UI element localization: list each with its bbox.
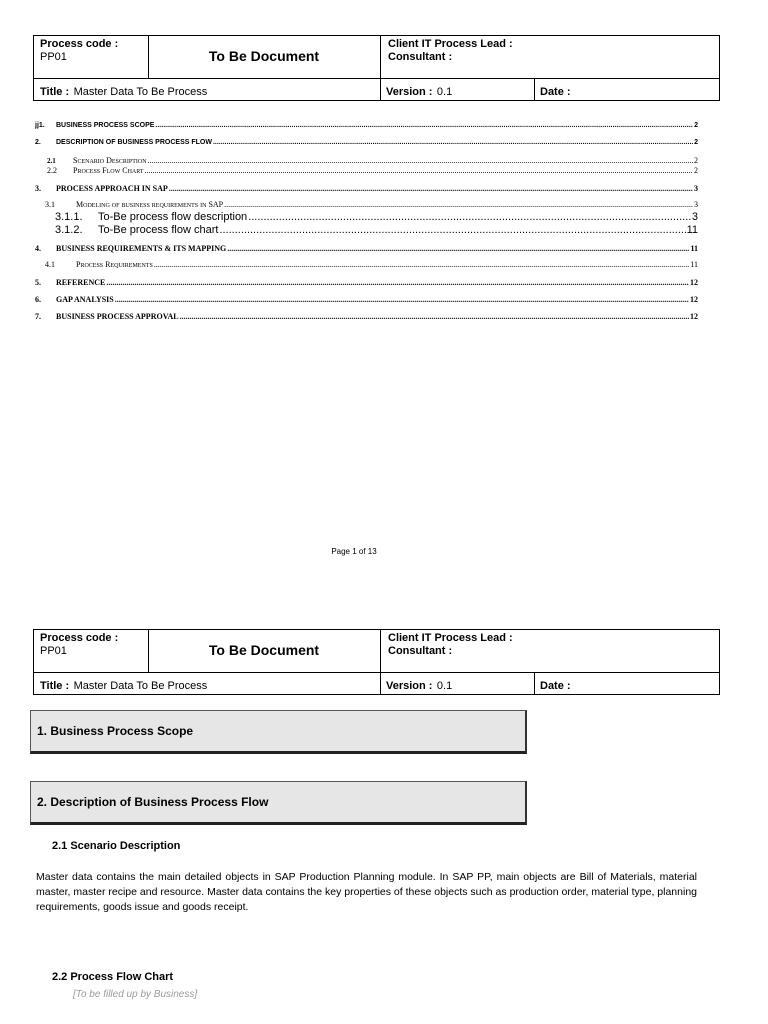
version-value: 0.1 [436, 86, 453, 98]
toc-entry[interactable]: 6. GAP ANALYSIS ..... 12 [35, 295, 698, 304]
scenario-description-text: Master data contains the main detailed objects in SAP Production Planning module. In SAP PP, main objects are Bill of Materials, material master, master recipe and resource. Master data contains the key properties of these objects such as production order, material type, planning requirements, goods issue and goods receipt. [36, 871, 697, 913]
process-code-label: Process code : [40, 38, 119, 50]
subsection-scenario-description: 2.1 Scenario Description [52, 840, 181, 852]
toc-entry[interactable]: 3.1.2. To-Be process flow chart ..... 11 [35, 224, 698, 236]
consultant-label: Consultant : [388, 51, 453, 63]
section-title: 1. Business Process Scope [37, 724, 194, 738]
title-label: Title : [40, 86, 70, 98]
version-label: Version : [386, 86, 433, 98]
document-header-page1 [33, 35, 720, 101]
process-code-label: Process code : [40, 632, 119, 644]
title-value: Master Data To Be Process [73, 86, 208, 98]
client-lead-label: Client IT Process Lead : [388, 38, 513, 50]
section-heading-business-process-scope [30, 710, 527, 754]
toc-entry[interactable]: 4.1 Process Requirements ..... 11 [35, 260, 698, 269]
toc-entry[interactable]: 2. DESCRIPTION OF BUSINESS PROCESS FLOW ..... 2 [35, 139, 698, 146]
toc-entry[interactable]: 3.1 Modeling of business requirements in SAP ..... 3 [35, 200, 698, 209]
version-label: Version : [386, 680, 433, 692]
doc-title: To Be Document [208, 48, 320, 64]
section-title: 2. Description of Business Process Flow [37, 795, 269, 809]
placeholder-hint: [To be filled up by Business] [73, 989, 198, 1000]
toc-entry[interactable]: 2.1 Scenario Description ..... 2 [35, 156, 698, 165]
toc-entry[interactable]: 4. BUSINESS REQUIREMENTS & ITS MAPPING ..... 11 [35, 244, 698, 253]
page-number: Page 1 of 13 [331, 547, 377, 556]
toc-entry[interactable]: 5. REFERENCE ..... 12 [35, 278, 698, 287]
toc-entry[interactable]: 3. PROCESS APPROACH IN SAP ..... 3 [35, 184, 698, 193]
toc-entry[interactable]: jj1. BUSINESS PROCESS SCOPE ..... 2 [35, 122, 698, 129]
consultant-label: Consultant : [388, 645, 453, 657]
toc-entry[interactable]: 3.1.1. To-Be process flow description ..... 3 [35, 211, 698, 223]
version-value: 0.1 [436, 680, 453, 692]
section-heading-business-process-flow [30, 781, 527, 825]
document-header-page2 [33, 629, 720, 695]
subsection-process-flow-chart: 2.2 Process Flow Chart [52, 971, 174, 983]
date-label: Date : [540, 680, 571, 692]
date-label: Date : [540, 86, 571, 98]
toc-entry[interactable]: 7. BUSINESS PROCESS APPROVAL ..... 12 [35, 312, 698, 321]
title-value: Master Data To Be Process [73, 680, 208, 692]
client-lead-label: Client IT Process Lead : [388, 632, 513, 644]
title-label: Title : [40, 680, 70, 692]
toc-entry[interactable]: 2.2 Process Flow Chart ..... 2 [35, 166, 698, 175]
doc-title: To Be Document [208, 642, 320, 658]
process-code-value: PP01 [40, 51, 67, 63]
process-code-value: PP01 [40, 645, 67, 657]
